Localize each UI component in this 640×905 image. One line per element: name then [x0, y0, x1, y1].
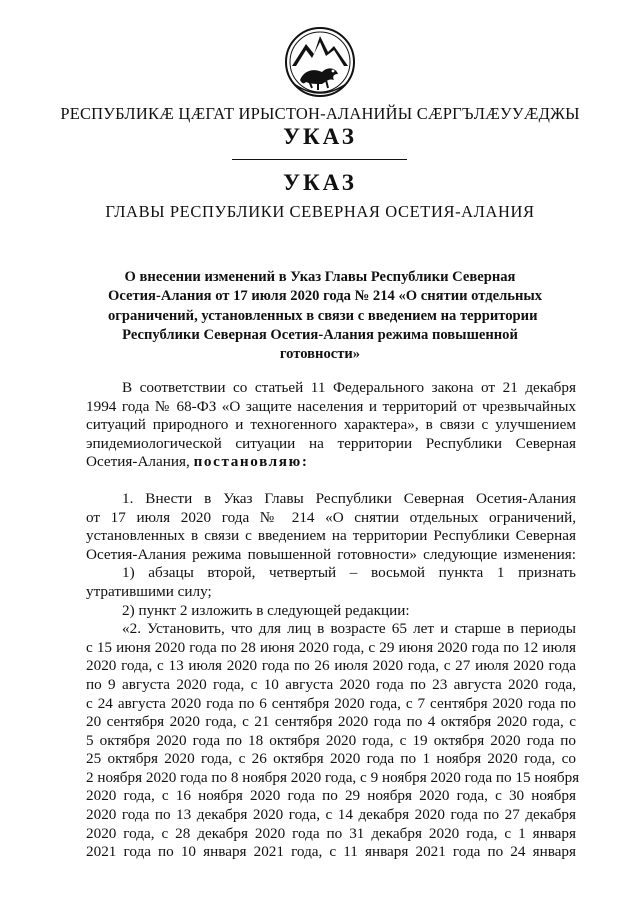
- preamble-line-final: [86, 453, 576, 472]
- quote-line: 2 ноября 2020 года по 8 ноября 2020 года, с 9 ноября 2020 года по 15 ноября: [86, 768, 580, 786]
- point1-line: Осетия-Алания режима повышенной готовности» следующие изменения:: [86, 545, 576, 563]
- point1-line: 1. Внести в Указ Главы Республики Северная Осетия-Алания: [122, 489, 576, 507]
- quote-line: 20 сентября 2020 года, с 21 сентября 2020 года по 4 октября 2020 года, с: [86, 713, 576, 731]
- title-line: Осетия-Алания от 17 июля 2020 года № 214 «О снятии отдельных: [108, 288, 543, 305]
- quote-line: 2020 года, с 28 декабря 2020 года по 31 декабря 2020 года, с 1 января: [86, 824, 576, 842]
- point1-line: установленных в связи с введением на территории Республики Северная: [86, 527, 576, 545]
- subpoint1-line: утратившими силу;: [86, 582, 212, 600]
- head-of-republic-line: ГЛАВЫ РЕСПУБЛИКИ СЕВЕРНАЯ ОСЕТИЯ-АЛАНИЯ: [105, 202, 535, 221]
- quote-line: с 15 июня 2020 года по 28 июня 2020 года, с 29 июня 2020 года по 12 июля: [86, 638, 576, 656]
- quote-line: 2020 года, с 13 июля 2020 года по 26 июля 2020 года, с 27 июля 2020 года: [86, 657, 576, 675]
- resolve-word: постановляю:: [193, 453, 309, 471]
- quote-line: 2020 года, с 16 ноября 2020 года по 29 ноября 2020 года, с 30 ноября: [86, 787, 576, 805]
- republic-name-ossetian: РЕСПУБЛИКӔ ЦӔГАТ ИРЫСТОН-АЛАНИЙЫ СӔРГЪЛӔУУӔДЖЫ: [60, 104, 580, 123]
- quote-line: 25 октября 2020 года, с 26 октября 2020 года по 1 ноября 2020 года, со: [86, 750, 576, 768]
- decree-body: [86, 379, 580, 862]
- coat-of-arms-icon: [284, 22, 356, 102]
- quote-line: с 24 августа 2020 года по 6 сентября 2020 года, с 7 сентября 2020 года по: [86, 694, 576, 712]
- title-line: готовности»: [279, 346, 361, 363]
- preamble-line: эпидемиологической ситуации на территории Республики Северная: [86, 434, 576, 452]
- preamble-prefix: Осетия-Алания,: [86, 453, 190, 471]
- point1-line: от 17 июля 2020 года № 214 «О снятии отдельных ограничений,: [86, 508, 576, 526]
- heading-divider: [232, 159, 407, 160]
- decree-heading-russian: УКАЗ: [283, 170, 357, 195]
- title-line: ограничений, установленных в связи с введением на территории: [108, 307, 538, 324]
- subpoint1-line: 1) абзацы второй, четвертый – восьмой пункта 1 признать: [122, 564, 576, 582]
- quote-line: 2021 года по 10 января 2021 года, с 11 января 2021 года по 24 января: [86, 843, 576, 861]
- quote-line: по 9 августа 2020 года, с 10 августа 2020 года по 23 августа 2020 года,: [86, 675, 576, 693]
- quote-line: «2. Установить, что для лиц в возрасте 65 лет и старше в периоды: [122, 620, 576, 638]
- quote-line: 5 октября 2020 года по 18 октября 2020 года, с 19 октября 2020 года по: [86, 731, 576, 749]
- quote-line: 2020 года по 13 декабря 2020 года, с 14 декабря 2020 года по 27 декабря: [86, 806, 576, 824]
- preamble-line: 1994 года № 68-ФЗ «О защите населения и территорий от чрезвычайных: [86, 397, 576, 415]
- decree-title: [108, 268, 543, 364]
- title-line: Республики Северная Осетия-Алания режима повышенной: [122, 326, 518, 343]
- preamble-line: ситуаций природного и техногенного характера», в связи с улучшением: [86, 416, 576, 434]
- preamble-line: В соответствии со статьей 11 Федерального закона от 21 декабря: [122, 379, 576, 396]
- subpoint2-line: 2) пункт 2 изложить в следующей редакции:: [122, 601, 410, 619]
- title-line: О внесении изменений в Указ Главы Республики Северная: [124, 269, 516, 285]
- decree-heading-ossetian: УКАЗ: [283, 124, 357, 149]
